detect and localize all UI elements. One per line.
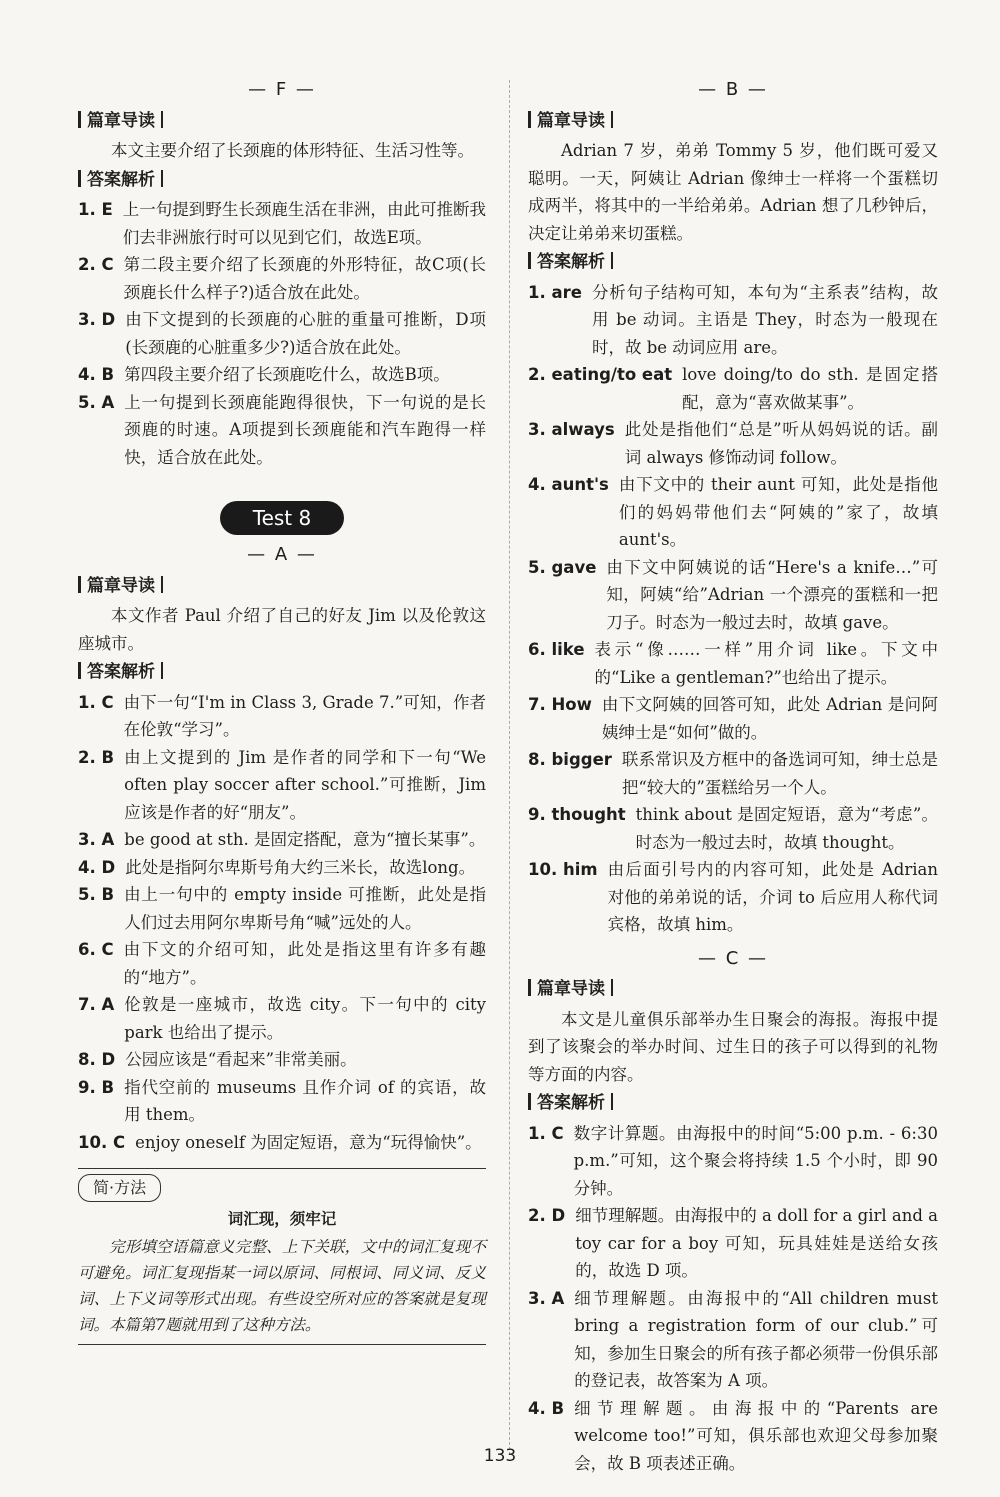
answer-item: 3. A be good at sth. 是固定搭配，意为“擅长某事”。 <box>78 830 486 849</box>
answer-item: 2. C 第二段主要介绍了长颈鹿的外形特征，故C项(长颈鹿长什么样子?)适合放在此处。 <box>78 255 486 302</box>
section-f-answer-label: 答案解析 <box>78 167 486 195</box>
answer-item: 3. A 细节理解题。由海报中的“All children must bring a registration form of our club.”可知，参加生日聚会的所有孩子都必须带一份俱乐部的登记表，故答案为 A 项。 <box>528 1288 938 1390</box>
section-c-title: — C — <box>697 947 768 969</box>
section-b-title: — B — <box>698 79 768 100</box>
answer-item: 5. A 上一句提到长颈鹿能跑得很快，下一句说的是长颈鹿的时速。A项提到长颈鹿能和汽车跑得一样快，适合放在此处。 <box>78 392 486 467</box>
section-c-guide-label: 篇章导读 <box>528 976 938 1004</box>
answer-item: 2. eating/to eat love doing/to do sth. 是固定搭配，意为“喜欢做某事”。 <box>528 365 938 412</box>
answer-item: 1. are 分析句子结构可知，本句为“主系表”结构，故用 be 动词。主语是 They，时态为一般现在时，故 be 动词应用 are。 <box>528 282 938 357</box>
test-8-banner: Test 8 <box>220 501 344 535</box>
answer-item: 1. E 上一句提到野生长颈鹿生活在非洲，由此可推断我们去非洲旅行时可以见到它们，故选E项。 <box>78 200 486 247</box>
section-a-guide-text: 本文作者 Paul 介绍了自己的好友 Jim 以及伦敦这座城市。 <box>78 606 486 653</box>
right-column <box>528 70 938 1477</box>
section-c-answers <box>528 1120 938 1478</box>
answer-item: 10. him 由后面引号内的内容可知，此处是 Adrian 对他的弟弟说的话，介词 to 后应用人称代词宾格，故填 him。 <box>528 860 938 934</box>
answer-item: 3. D 由下文提到的长颈鹿的心脏的重量可推断，D项(长颈鹿的心脏重多少?)适合放在此处。 <box>78 310 486 357</box>
answer-item: 8. bigger 联系常识及方框中的备选词可知，绅士总是把“较大的”蛋糕给另一个人。 <box>528 750 938 797</box>
answer-item: 4. B 细节理解题。由海报中的“Parents are welcome too!”可知，俱乐部也欢迎父母参加聚会，故 B 项表述正确。 <box>528 1398 938 1473</box>
method-title: 词汇现，须牢记 <box>227 1209 337 1228</box>
answer-item: 4. D 此处是指阿尔卑斯号角大约三米长，故选long。 <box>78 857 476 877</box>
answer-item: 9. B 指代空前的 museums 且作介词 of 的宾语，故用 them。 <box>78 1077 486 1124</box>
answer-item: 4. aunt's 由下文中的 their aunt 可知，此处是指他们的妈妈带他们去“阿姨的”家了，故填 aunt's。 <box>528 475 938 549</box>
section-f-guide-text: 本文主要介绍了长颈鹿的体形特征、生活习性等。 <box>111 141 474 160</box>
section-b-guide-label: 篇章导读 <box>528 108 938 136</box>
section-a-title: — A — <box>247 544 317 565</box>
left-column <box>78 70 486 1345</box>
answer-item: 10. C enjoy oneself 为固定短语，意为“玩得愉快”。 <box>78 1132 482 1152</box>
method-box <box>78 1168 486 1345</box>
answer-item: 5. B 由上一句中的 empty inside 可推断，此处是指人们过去用阿尔卑斯号角“喊”远处的人。 <box>78 885 486 932</box>
answer-item: 2. B 由上文提到的 Jim 是作者的同学和下一句“We often play soccer after school.”可推断，Jim 应该是作者的好“朋友”。 <box>78 747 486 822</box>
answer-item: 6. C 由下文的介绍可知，此处是指这里有许多有趣的“地方”。 <box>78 940 486 987</box>
answer-item: 4. B 第四段主要介绍了长颈鹿吃什么，故选B项。 <box>78 365 450 384</box>
section-c-answer-label: 答案解析 <box>528 1090 938 1118</box>
section-a-answers <box>78 689 486 1157</box>
section-f-guide-label: 篇章导读 <box>78 108 486 136</box>
answer-item: 9. thought think about 是固定短语，意为“考虑”。时态为一般过去时，故填 thought。 <box>528 805 938 852</box>
method-label: 简·方法 <box>78 1174 161 1202</box>
section-a-answer-label: 答案解析 <box>78 659 486 687</box>
answer-item: 2. D 细节理解题。由海报中的 a doll for a girl and a toy car for a boy 可知，玩具娃娃是送给女孩的，故选 D 项。 <box>528 1206 938 1280</box>
section-a-guide-label: 篇章导读 <box>78 573 486 601</box>
method-body: 完形填空语篇意义完整、上下关联，文中的词汇复现不可避免。词汇复现指某一词以原词、同根词、同义词、反义词、上下义词等形式出现。有些设空所对应的答案就是复现词。本篇第7题就用到了这种方法。 <box>78 1234 486 1345</box>
answer-item: 6. like 表示“像……一样”用介词 like。下文中的“Like a gentleman?”也给出了提示。 <box>528 640 938 687</box>
answer-item: 7. How 由下文阿姨的回答可知，此处 Adrian 是问阿姨绅士是“如何”做的。 <box>528 695 938 742</box>
answer-item: 1. C 数字计算题。由海报中的时间“5:00 p.m. - 6:30 p.m.”可知，这个聚会将持续 1.5 个小时，即 90 分钟。 <box>528 1123 938 1198</box>
section-b-guide-text: Adrian 7 岁，弟弟 Tommy 5 岁，他们既可爱又聪明。一天，阿姨让 Adrian 像绅士一样将一个蛋糕切成两半，将其中的一半给弟弟。Adrian 想了几秒钟后，决定让弟弟来切蛋糕。 <box>528 141 938 243</box>
section-c-guide-text: 本文是儿童俱乐部举办生日聚会的海报。海报中提到了该聚会的举办时间、过生日的孩子可以得到的礼物等方面的内容。 <box>528 1009 938 1084</box>
answer-item: 7. A 伦敦是一座城市，故选 city。下一句中的 city park 也给出了提示。 <box>78 995 486 1042</box>
answer-item: 3. always 此处是指他们“总是”听从妈妈说的话。副词 always 修饰动词 follow。 <box>528 420 938 467</box>
column-divider <box>509 80 510 1455</box>
section-b-answers <box>528 279 938 939</box>
answer-item: 8. D 公园应该是“看起来”非常美丽。 <box>78 1050 357 1069</box>
section-f-answers <box>78 196 486 471</box>
answer-item: 1. C 由下一句“I'm in Class 3, Grade 7.”可知，作者在伦敦“学习”。 <box>78 692 486 739</box>
page-number: 133 <box>483 1446 517 1466</box>
answer-item: 5. gave 由下文中阿姨说的话“Here's a knife…”可知，阿姨“给”Adrian 一个漂亮的蛋糕和一把刀子。时态为一般过去时，故填 gave。 <box>528 557 938 632</box>
section-b-answer-label: 答案解析 <box>528 249 938 277</box>
section-f-title: — F — <box>248 79 316 100</box>
